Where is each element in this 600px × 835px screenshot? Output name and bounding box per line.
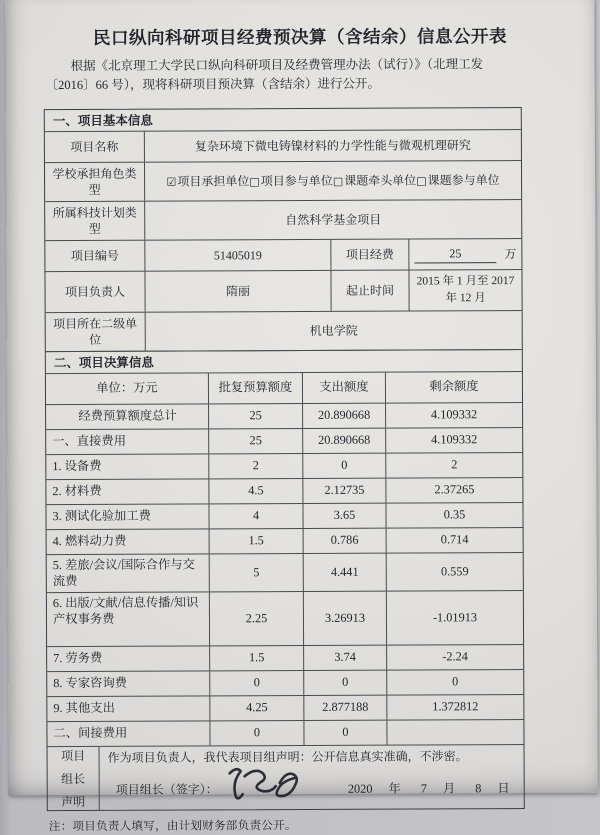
budget-remaining-value: 1.372812	[432, 699, 479, 714]
budget-remaining-value: -1.01913	[432, 609, 478, 625]
budget-approved-value: 2.25	[210, 592, 304, 645]
budget-approved-value: 0	[210, 721, 304, 745]
budget-row	[46, 478, 522, 505]
fund-unit: 万	[504, 246, 517, 262]
date-number: 7	[420, 781, 427, 796]
budget-spent-value: 0.786	[304, 529, 387, 553]
budget-spent-value: 0	[304, 721, 387, 745]
date-number: 8	[475, 781, 482, 796]
budget-spent-value: 2.12735	[303, 479, 386, 503]
checked-box-icon: ☑	[166, 175, 177, 189]
scanned-paper-sheet	[5, 0, 597, 834]
budget-approved-value: 4	[209, 504, 303, 528]
declaration-row	[48, 745, 524, 810]
secondary-unit-label: 项目所在二级单位	[46, 313, 146, 351]
budget-remaining-value: 0	[452, 674, 459, 689]
budget-row-label: 1. 设备费	[46, 455, 209, 480]
unchecked-box-icon: □	[249, 174, 260, 188]
budget-approved-value: 4.5	[209, 479, 303, 503]
budget-row	[47, 670, 523, 697]
section-basic-info-header: 一、项目基本信息	[45, 108, 521, 132]
budget-remaining-value: 2.37265	[434, 482, 475, 497]
role-type-label: 学校承担角色类型	[45, 163, 145, 201]
side-label-line: 声明	[61, 795, 86, 810]
row-plan-type	[45, 200, 521, 241]
budget-approved-value: 25	[209, 404, 303, 428]
plan-type-label: 所属科技计划类型	[45, 202, 145, 240]
budget-rows	[46, 403, 523, 747]
budget-row-label: 4. 燃料动力费	[47, 530, 210, 555]
budget-row-label: 2. 材料费	[46, 480, 209, 505]
declaration-statement: 作为项目负责人，我代表项目组声明：公开信息真实准确，不涉密。	[107, 749, 468, 766]
checkbox-unchecked	[416, 172, 499, 189]
budget-col-approved: 批复预算额度	[209, 373, 303, 403]
project-name-value: 复杂环境下微电铸镍材料的力学性能与微观机理研究	[194, 138, 471, 154]
budget-row	[47, 720, 523, 747]
budget-remaining-value: 0.714	[440, 532, 469, 547]
role-option-label: 课题牵头单位	[344, 173, 417, 188]
budget-remaining-value	[387, 720, 523, 745]
unchecked-box-icon: □	[416, 174, 427, 188]
unchecked-box-icon: □	[332, 174, 344, 188]
checkbox-unchecked	[249, 172, 332, 189]
budget-approved-value: 2	[209, 454, 303, 478]
period-value: 2015 年 1 月至 2017 年 12 月	[416, 274, 515, 305]
budget-spent-value: 4.441	[304, 554, 387, 591]
budget-row-label: 9. 其他支出	[47, 697, 210, 722]
budget-remaining-value: 0.35	[443, 507, 466, 522]
secondary-unit-value: 机电学院	[309, 323, 358, 338]
period-label: 起止时间	[331, 271, 409, 311]
checkbox-unchecked	[333, 172, 416, 189]
budget-remaining-value: 2	[451, 457, 458, 472]
row-leader-period	[45, 270, 521, 313]
role-option-label: 项目参与单位	[260, 173, 333, 188]
signature-date	[348, 778, 510, 797]
plan-type-value: 自然科学基金项目	[285, 212, 382, 227]
budget-row-label: 8. 专家咨询费	[47, 672, 210, 697]
checkbox-checked	[166, 173, 249, 190]
project-fund-label: 项目经费	[331, 240, 409, 270]
fund-amount: 25	[414, 245, 496, 264]
budget-row-label: 5. 差旅/会议/国际合作与交流费	[47, 555, 210, 593]
budget-spent-value: 20.890668	[303, 429, 386, 453]
date-unit: 月	[442, 781, 456, 796]
budget-row	[47, 695, 523, 722]
role-option-label: 项目承担单位	[177, 173, 250, 189]
budget-row	[47, 591, 523, 647]
budget-row	[47, 553, 523, 593]
project-leader-value: 隋丽	[145, 271, 331, 312]
budget-approved-value: 1.5	[210, 529, 304, 553]
budget-approved-value: 0	[210, 671, 304, 695]
declaration-content	[100, 745, 524, 810]
page-title: 民口纵向科研项目经费预决算（含结余）信息公开表	[92, 26, 507, 48]
budget-col-spent: 支出额度	[303, 373, 386, 403]
row-secondary-unit	[46, 311, 522, 352]
project-number-value: 51405019	[145, 240, 331, 271]
budget-row-label: 6. 出版/文献/信息传播/知识产权事务费	[47, 593, 210, 647]
declaration-side-label	[48, 747, 100, 810]
budget-row	[46, 503, 522, 530]
row-role-type	[45, 161, 521, 202]
role-type-options	[145, 161, 521, 201]
budget-row	[46, 428, 522, 455]
budget-row-label: 二、间接费用	[47, 722, 210, 747]
date-unit: 年	[388, 781, 401, 796]
budget-spent-value: 20.890668	[303, 404, 386, 428]
budget-row	[46, 403, 522, 430]
row-number-fund	[45, 239, 521, 272]
project-fund-value	[409, 239, 521, 269]
signature-row	[108, 772, 516, 804]
budget-row-label: 一、直接费用	[46, 430, 209, 455]
side-label-line: 项目	[61, 749, 86, 764]
budget-approved-value: 25	[209, 429, 303, 453]
budget-row	[47, 528, 523, 555]
budget-remaining-value: 0.559	[440, 564, 469, 579]
budget-remaining-value: 4.109332	[430, 407, 478, 422]
budget-spent-value: 3.26913	[304, 592, 387, 645]
budget-remaining-value: -2.24	[442, 649, 468, 664]
row-project-name	[45, 130, 521, 163]
budget-row-label: 经费预算额度总计	[46, 405, 209, 430]
budget-col-remaining: 剩余额度	[429, 379, 479, 394]
section-budget-header: 二、项目决算信息	[46, 349, 522, 374]
budget-col-unit: 单位：万元	[46, 374, 209, 405]
budget-row-label: 3. 测试化验加工费	[46, 505, 209, 530]
budget-approved-value: 4.25	[210, 696, 304, 720]
budget-column-headers	[46, 372, 522, 405]
project-number-label: 项目编号	[45, 241, 145, 271]
budget-row	[47, 645, 523, 672]
project-leader-label: 项目负责人	[45, 272, 145, 312]
budget-spent-value: 2.877188	[304, 696, 387, 720]
budget-approved-value: 5	[210, 554, 304, 591]
budget-row	[46, 453, 522, 480]
side-label-line: 组长	[61, 772, 86, 787]
budget-row-label: 7. 劳务费	[47, 647, 210, 672]
footnote: 注：项目负责人填写，由计划财务部负责公开。	[48, 820, 297, 834]
budget-spent-value: 0	[304, 671, 387, 695]
budget-remaining-value: 4.109332	[431, 432, 478, 447]
budget-spent-value: 0	[303, 454, 386, 478]
disclosure-form-table	[44, 107, 525, 812]
role-option-label: 课题参与单位	[427, 172, 500, 188]
project-name-label: 项目名称	[45, 132, 145, 162]
handwritten-signature	[220, 763, 316, 807]
budget-approved-value: 1.5	[210, 646, 304, 670]
date-number: 2020	[347, 781, 373, 796]
signature-label: 项目组长（签字）：	[115, 781, 218, 797]
budget-spent-value: 3.65	[303, 504, 386, 528]
budget-spent-value: 3.74	[304, 646, 387, 670]
intro-paragraph: 根据《北京理工大学民口纵向科研项目及经费管理办法（试行）》（北理工发〔2016〕66 号），现将科研项目预决算（含结余）进行公开。	[45, 57, 484, 93]
date-unit: 日	[497, 781, 510, 796]
